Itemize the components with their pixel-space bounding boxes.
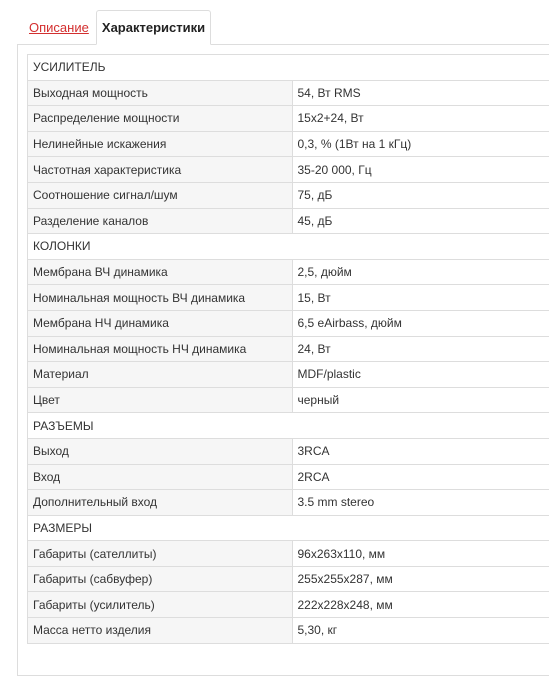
spec-value: 15x2+24, Вт [292,106,549,132]
spec-row [28,259,549,285]
spec-label: Габариты (сателлиты) [28,541,293,567]
spec-value: 15, Вт [292,285,549,311]
spec-row [28,157,549,183]
spec-label: Номинальная мощность НЧ динамика [28,336,293,362]
spec-row [28,336,549,362]
spec-value: 54, Вт RMS [292,80,549,106]
spec-row [28,566,549,592]
spec-value: 35-20 000, Гц [292,157,549,183]
spec-label: Соотношение сигнал/шум [28,182,293,208]
spec-label: Выходная мощность [28,80,293,106]
tab-specifications[interactable]: Характеристики [96,10,211,45]
spec-value: 5,30, кг [292,618,549,644]
spec-row [28,464,549,490]
specifications-table [27,54,549,644]
spec-value: 96x263x110, мм [292,541,549,567]
spec-section-header [28,234,549,260]
spec-value: 3RCA [292,438,549,464]
spec-label: Распределение мощности [28,106,293,132]
spec-value: черный [292,387,549,413]
spec-value: 2,5, дюйм [292,259,549,285]
spec-value: MDF/plastic [292,362,549,388]
spec-row [28,592,549,618]
spec-label: Мембрана НЧ динамика [28,310,293,336]
spec-section-header [28,413,549,439]
spec-label: Габариты (усилитель) [28,592,293,618]
spec-row [28,285,549,311]
spec-row [28,362,549,388]
spec-row [28,182,549,208]
spec-row [28,541,549,567]
spec-value: 75, дБ [292,182,549,208]
spec-label: Дополнительный вход [28,490,293,516]
section-title: РАЗМЕРЫ [28,515,549,541]
spec-label: Мембрана ВЧ динамика [28,259,293,285]
section-title: РАЗЪЕМЫ [28,413,549,439]
spec-row [28,208,549,234]
spec-label: Габариты (сабвуфер) [28,566,293,592]
section-title: КОЛОНКИ [28,234,549,260]
spec-section-header [28,55,549,81]
tab-bar [17,10,211,45]
spec-label: Масса нетто изделия [28,618,293,644]
spec-value: 0,3, % (1Вт на 1 кГц) [292,131,549,157]
spec-value: 3.5 mm stereo [292,490,549,516]
spec-label: Нелинейные искажения [28,131,293,157]
spec-value: 222x228x248, мм [292,592,549,618]
spec-section-header [28,515,549,541]
spec-value: 6,5 eAirbass, дюйм [292,310,549,336]
spec-row [28,387,549,413]
spec-row [28,131,549,157]
spec-value: 255x255x287, мм [292,566,549,592]
spec-value: 2RCA [292,464,549,490]
spec-row [28,80,549,106]
spec-row [28,490,549,516]
spec-row [28,310,549,336]
spec-value: 45, дБ [292,208,549,234]
tab-description[interactable]: Описание [29,19,89,35]
spec-label: Частотная характеристика [28,157,293,183]
spec-label: Разделение каналов [28,208,293,234]
spec-value: 24, Вт [292,336,549,362]
spec-row [28,106,549,132]
spec-label: Цвет [28,387,293,413]
spec-row [28,438,549,464]
spec-label: Выход [28,438,293,464]
section-title: УСИЛИТЕЛЬ [28,55,549,81]
specifications-panel [17,44,549,676]
spec-label: Вход [28,464,293,490]
spec-label: Номинальная мощность ВЧ динамика [28,285,293,311]
spec-label: Материал [28,362,293,388]
spec-row [28,618,549,644]
